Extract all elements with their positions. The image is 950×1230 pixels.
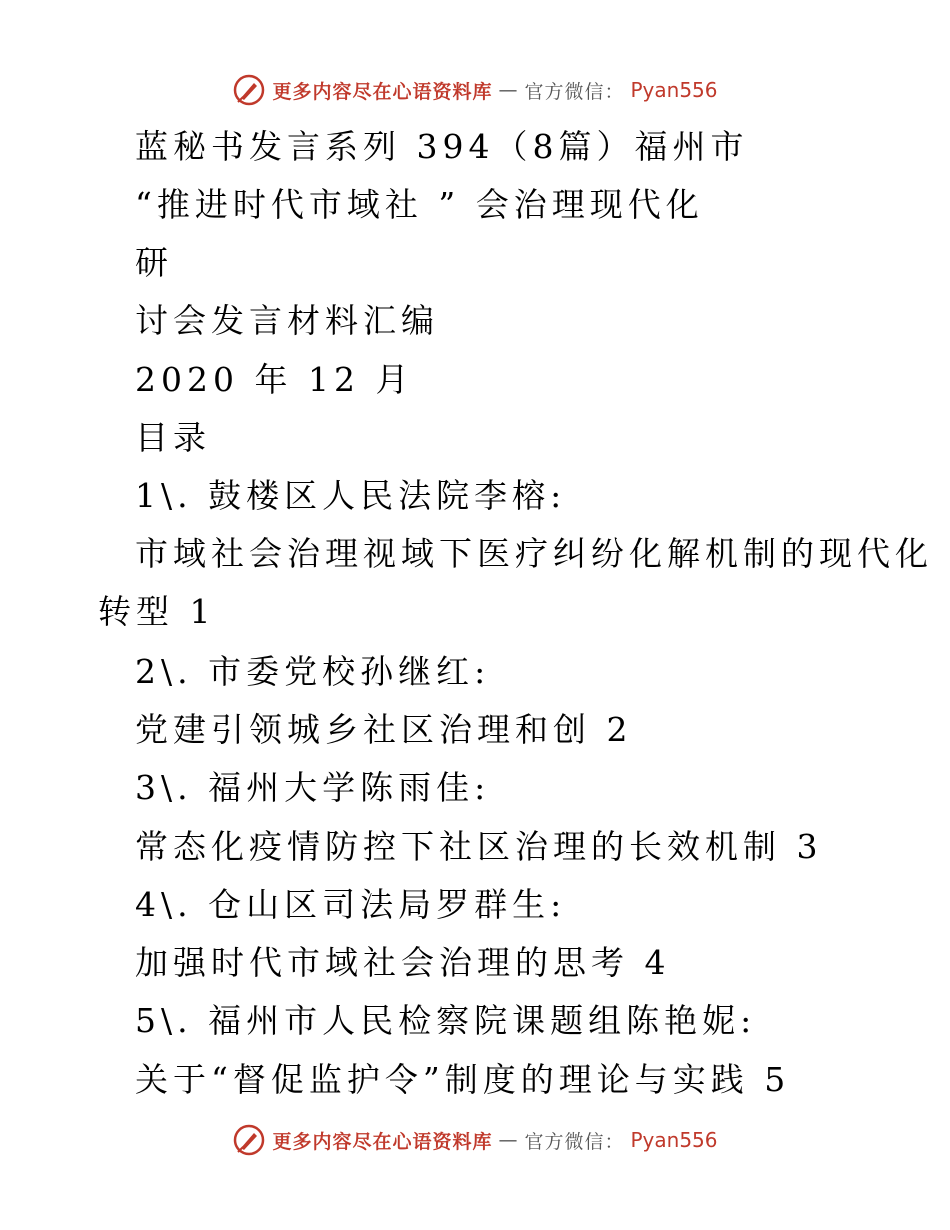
doc-title-line-2: “推进时代市域社 ” 会治理现代化 xyxy=(135,185,704,224)
watermark-wechat-id: Pyan556 xyxy=(630,78,718,102)
doc-date: 2020 年 12 月 xyxy=(135,360,414,399)
footer-watermark xyxy=(0,1120,950,1160)
feather-pen-logo-icon xyxy=(232,73,266,107)
watermark-wechat-id: Pyan556 xyxy=(630,1128,718,1152)
watermark-separator: — xyxy=(498,79,519,101)
toc-item-1-title-cont: 转型 1 xyxy=(98,592,216,631)
watermark-channel-text: 官方微信： xyxy=(524,80,625,103)
toc-heading: 目录 xyxy=(135,418,211,457)
toc-item-4-title: 加强时代市域社会治理的思考 4 xyxy=(135,943,671,982)
toc-item-3-title: 常态化疫情防控下社区治理的长效机制 3 xyxy=(135,827,823,866)
toc-item-2-author: 2\. 市委党校孙继红: xyxy=(135,652,491,691)
toc-item-1-author: 1\. 鼓楼区人民法院李榕: xyxy=(135,476,567,515)
toc-item-1-title: 市域社会治理视域下医疗纠纷化解机制的现代化 xyxy=(135,534,933,573)
toc-item-4-author: 4\. 仓山区司法局罗群生: xyxy=(135,885,567,924)
watermark-separator: — xyxy=(498,1129,519,1151)
doc-title-line-3: 研 xyxy=(135,243,173,282)
toc-item-3-author: 3\. 福州大学陈雨佳: xyxy=(135,768,491,807)
watermark-channel-text: 官方微信： xyxy=(524,1130,625,1153)
header-watermark xyxy=(0,70,950,110)
doc-title-line-1: 蓝秘书发言系列 394（8篇）福州市 xyxy=(135,127,749,166)
toc-item-2-title: 党建引领城乡社区治理和创 2 xyxy=(135,710,633,749)
feather-pen-logo-icon xyxy=(232,1123,266,1157)
doc-title-line-4: 讨会发言材料汇编 xyxy=(135,301,439,340)
toc-item-5-author: 5\. 福州市人民检察院课题组陈艳妮: xyxy=(135,1001,757,1040)
toc-item-5-title: 关于“督促监护令”制度的理论与实践 5 xyxy=(135,1060,791,1099)
watermark-site-text: 更多内容尽在心语资料库 xyxy=(272,1130,493,1153)
watermark-site-text: 更多内容尽在心语资料库 xyxy=(272,80,493,103)
